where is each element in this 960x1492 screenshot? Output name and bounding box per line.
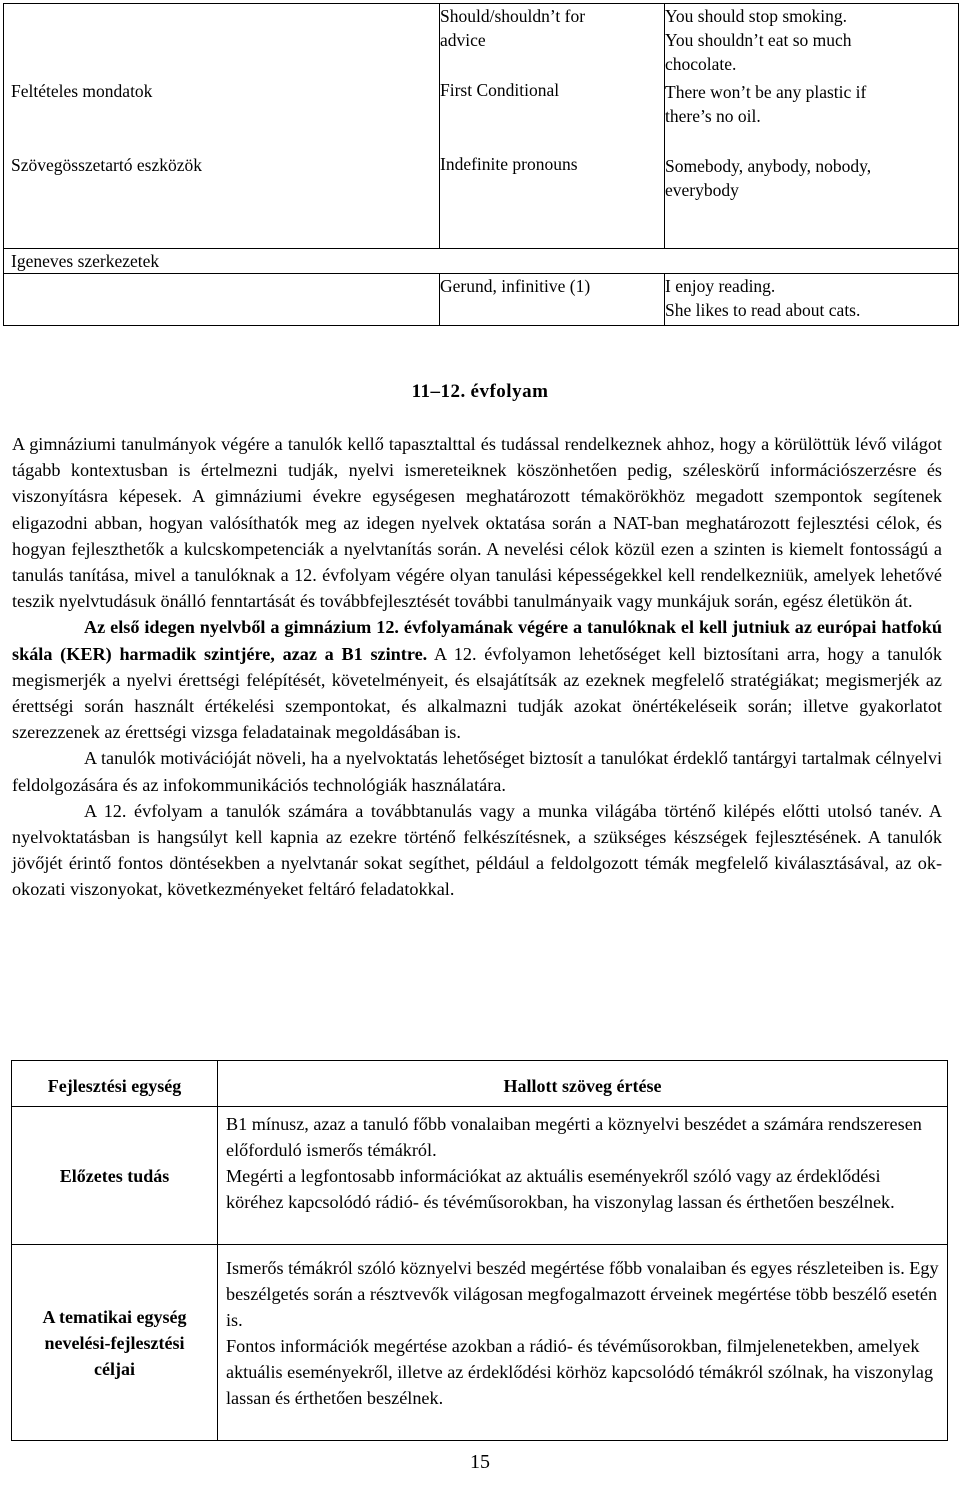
goals-label-line: nevelési-fejlesztési [44,1332,185,1353]
development-table [11,1060,948,1441]
grade-word: évfolyam [470,381,549,402]
example-text: You shouldn’t eat so much [665,30,852,50]
example-cell [665,4,959,249]
grade-number: 11–12. [411,381,466,402]
topic-text: First Conditional [440,80,560,100]
example-text: There won’t be any plastic if [665,82,867,102]
paragraph: A 12. évfolyam a tanulók számára a továbbtanulás vagy a munka világába történő kilépés előtti utolsó tanév. A nyelvoktatásban is hangsúlyt kell kapnia az ezekre történő felkészítésnek, a szükséges készségek fejlesztésének. A tanulók jövőjét érintő fontos döntésekben a nyelvtanár sokat segíthet, például a feldolgozott témák megfelelő kiválasztásával, az ok-okozati viszonyokat, következményeket feltáró feladatokkal. [12,800,942,900]
topic-text: Gerund, infinitive (1) [440,276,591,296]
goals-label-line: céljai [94,1358,135,1379]
example-text: She likes to read about cats. [665,300,861,320]
body-text [12,431,942,903]
cell-paragraph: Megérti a legfontosabb információkat az aktuális eseményekről szóló vagy az érdeklődési köréhez kapcsolódó rádió- és tévéműsorokban, ha viszonylag lassan és érthetően beszélnek. [226,1166,895,1212]
goals-text [218,1245,948,1441]
topic-cell [440,4,665,249]
paragraph: A tanulók motivációját növeli, ha a nyelvoktatás lehetőséget biztosít a tanulókat érdeklő tantárgyi tartalmak célnyelvi feldolgozására és az infokommunikációs technológiák használatára. [12,748,942,795]
example-text: You should stop smoking. [665,6,848,26]
prior-knowledge-label: Előzetes tudás [12,1107,218,1245]
cell-paragraph: B1 mínusz, azaz a tanuló főbb vonalaiban megérti a köznyelvi beszédet a számára rendszeresen előforduló ismerős témákról. [226,1114,922,1160]
example-text: there’s no oil. [665,106,761,126]
grammar-category-cell [4,4,440,249]
topic-cell [440,274,665,326]
example-text: chocolate. [665,54,737,74]
topic-text: Should/shouldn’t for [440,6,586,26]
category-label: Szövegösszetartó eszközök [11,155,202,175]
category-label: Feltételes mondatok [11,81,153,101]
paragraph-rest: A 12. évfolyamon lehetőséget kell biztosítani arra, hogy a tanulók megismerjék a nyelvi érettségi felépítését, követelményeit, és elsajátítsák az ezeknek megfelelő stratégiákat; megismerjék az érettségi során használt értékelési szempontokat, és alkalmazni tudják azokat önértékeléseik során; illetve gyakorlatot szerezzenek az érettségi vizsga feladatainak megoldásában is. [12,643,942,743]
header-unit: Fejlesztési egység [12,1061,218,1107]
paragraph: A gimnáziumi tanulmányok végére a tanulók kellő tapasztalttal és tudással rendelkeznek ahhoz, hogy a körülöttük lévő világot tágabb kontextusban is értelmezni tudják, nyelvi ismereteiknek köszönhetően pedig, széleskörű információszerzésre és viszonyításra képesek. A gimnáziumi évekre egységesen meghatározott témakörökhöz megadott szempontok segítenek eligazodni abban, hogyan valósíthatók meg az idegen nyelvek oktatása során a NAT-ban meghatározott fejlesztési célok, és hogyan fejleszthetők a kulcskompetenciák a nyelvtanítás során. A nevelési célok közül ezen a szinten is kiemelt fontosságú a tanulás tanítása, mivel a tanulóknak a 12. évfolyam végére olyan tanulási képességekkel kell rendelkezniük, amelyek lehetővé teszik nyelvtudásuk önálló fenntartását és továbbfejlesztését további tanulmányaik vagy munkájuk során, egész életükön át. [12,434,942,612]
section-title [0,378,960,406]
category-label: Igeneves szerkezetek [11,250,160,271]
header-topic: Hallott szöveg értése [218,1061,948,1107]
topic-text: advice [440,30,486,50]
grammar-table [3,3,958,325]
topic-text: Indefinite pronouns [440,154,578,174]
goals-label-line: A tematikai egység [42,1306,187,1327]
bold-requirement: Az első idegen nyelvből a gimnázium 12. évfolyamának végére a tanulóknak el kell jutniuk az európai hatfokú skála (KER) harmadik szintjére, azaz a B1 szintre. [12,617,942,664]
empty-cell [4,274,440,326]
cell-paragraph: Ismerős témákról szóló köznyelvi beszéd megértése főbb vonalaiban és egyes részleteiben is. Egy beszélgetés során a résztvevők világosan megfogalmazott érveinek megértése több beszélő esetén is. [226,1258,939,1330]
page-number: 15 [470,1451,490,1473]
example-text: Somebody, anybody, nobody, [665,156,872,176]
example-text: I enjoy reading. [665,276,776,296]
paragraph [12,614,942,745]
goals-label [12,1245,218,1441]
cell-paragraph: Fontos információk megértése azokban a rádió- és tévéműsorokban, filmjelenetekben, amelyek aktuális eseményekről, illetve az érdeklődési körhöz kapcsolódó témákról szólnak, ha viszonylag lassan és érthetően beszélnek. [226,1336,934,1408]
prior-knowledge-text [218,1107,948,1245]
example-cell [665,274,959,326]
category-row [4,249,959,274]
example-text: everybody [665,180,739,200]
